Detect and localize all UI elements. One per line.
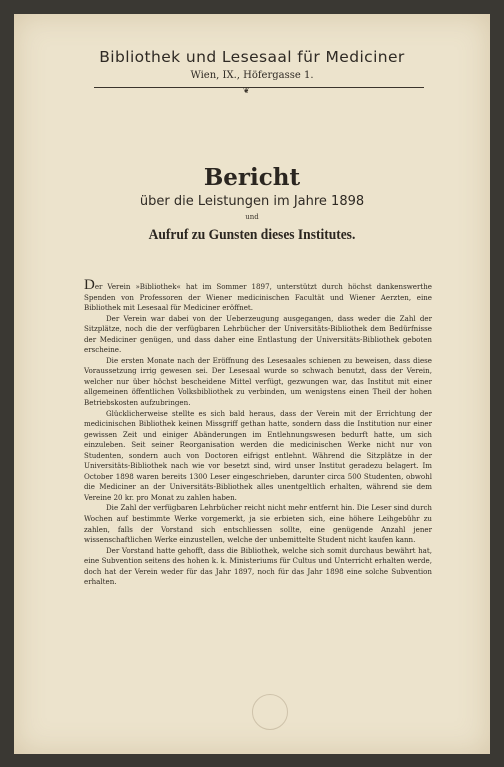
paragraph-3: Die ersten Monate nach der Eröffnung des Lesesaales schienen zu beweisen, dass diese Voraussetzung irrig gewesen sei. Der Lesesaal wurde so schwach benutzt, dass der Verein, welcher nur über höchst bescheidene Mittel verfügt, gezwungen war, das Institut mit einer allgemeinen öffentlichen Volksbibliothek zu verbinden, um wenigstens einen Theil der hohen Betriebskosten aufzubringen. bbox=[84, 355, 432, 408]
library-name: Bibliothek und Lesesaal für Mediciner bbox=[99, 48, 405, 66]
appeal-title: Aufruf zu Gunsten dieses Institutes. bbox=[148, 227, 356, 243]
library-address: Wien, IX., Höfergasse 1. bbox=[190, 70, 314, 81]
paragraph-6: Der Vorstand hatte gehofft, dass die Bibliothek, welche sich somit durchaus bewährt hat, eine Subvention seitens des hohen k. k. Ministeriums für Cultus und Unterricht erhalten werde, doch hat der Verein weder für das Jahr 1897, noch für das Jahr 1898 eine solche Subvention erhalten. bbox=[84, 545, 432, 587]
paragraph-1 bbox=[84, 277, 432, 314]
document-page bbox=[14, 14, 490, 754]
paragraph-5: Die Zahl der verfügbaren Lehrbücher reicht nicht mehr entfernt hin. Die Leser sind durch Wochen auf bestimmte Werke vorgemerkt, ja sie erbieten sich, eine höhere Leihgebühr zu zahlen, falls der Vorstand sich entschliessen sollte, eine genügende Anzahl jener wissenschaftlichen Werke einzustellen, welche der unbemittelte Student nicht kaufen kann. bbox=[84, 503, 432, 545]
paragraph-2: Der Verein war dabei von der Ueberzeugung ausgegangen, dass weder die Zahl der Sitzplätze, noch die der verfügbaren Lehrbücher der Universitäts-Bibliothek dem Bedürfnisse der Mediciner genügen, und dass daher eine Entlastung der Universitäts-Bibliothek geboten erscheine. bbox=[84, 313, 432, 355]
dropcap: D bbox=[84, 277, 95, 293]
report-subtitle: über die Leistungen im Jahre 1898 bbox=[139, 194, 365, 209]
ornament-icon: ❦ bbox=[243, 86, 250, 95]
paragraph-4: Glücklicherweise stellte es sich bald heraus, dass der Verein mit der Errichtung der medicinischen Bibliothek keinen Missgriff gethan hatte, sondern dass die Institution nur einer gewissen Zeit und einiger Abänderungen im Entlehnungswesen bedurft hatte, um sich einzuleben. Seit seiner Reorganisation werden die medicinischen Werke nicht nur von Studenten, sondern auch von Doctoren eifrigst entlehnt. Während die Sitzplätze in der Universitäts-Bibliothek nach wie vor besetzt sind, wird unser Institut geradezu belagert. Im October 1898 waren bereits 1300 Leser eingeschrieben, darunter circa 500 Studenten, obwohl die Mediciner an der Universitäts-Bibliothek alles unentgeltlich erhalten, während sie dem Vereine 20 kr. pro Monat zu zahlen haben. bbox=[84, 408, 432, 502]
faint-stamp-mark bbox=[252, 694, 288, 730]
header-divider bbox=[94, 87, 424, 88]
conjunction-text: und bbox=[245, 213, 259, 221]
paragraph-1-text: er Verein »Bibliothek« hat im Sommer 1897, unterstützt durch höchst dankenswerthe Spenden von Professoren der Wiener medicinischen Facultät und Wiener Aerzten, eine Bibliothek mit Lesesaal für Mediciner eröffnet. bbox=[84, 282, 432, 313]
report-title: Bericht bbox=[203, 164, 301, 191]
report-body bbox=[84, 277, 432, 588]
